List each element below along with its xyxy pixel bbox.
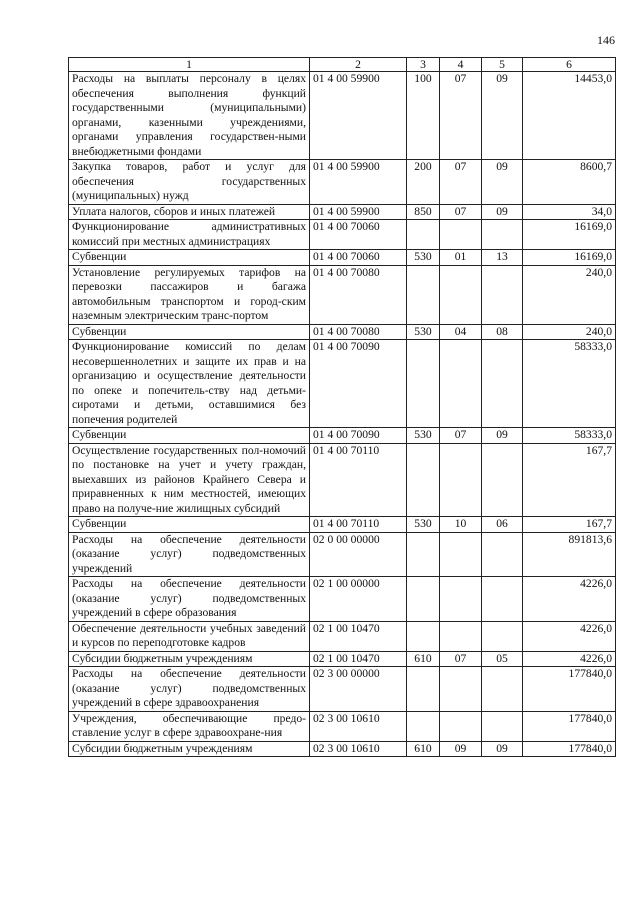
expense-type-cell	[407, 220, 440, 250]
expense-name-cell: Закупка товаров, работ и услуг для обеспечения государственных (муниципальных) нужд	[69, 160, 310, 205]
amount-cell: 240,0	[523, 324, 616, 340]
expense-type-cell: 200	[407, 160, 440, 205]
expense-type-cell: 610	[407, 741, 440, 757]
table-header-row	[69, 58, 616, 72]
expense-type-cell	[407, 711, 440, 741]
subsection-cell	[482, 443, 523, 517]
subsection-cell: 05	[482, 651, 523, 667]
section-cell: 07	[440, 160, 482, 205]
subsection-cell	[482, 577, 523, 622]
amount-cell: 891813,6	[523, 532, 616, 577]
expense-name-cell: Учреждения, обеспечивающие предо-ставление услуг в сфере здравоохране-ния	[69, 711, 310, 741]
amount-cell: 58333,0	[523, 340, 616, 428]
target-code-cell: 01 4 00 70090	[310, 428, 407, 444]
expense-name-cell: Субвенции	[69, 324, 310, 340]
target-code-cell: 01 4 00 70110	[310, 517, 407, 533]
header-cell: 3	[407, 58, 440, 72]
subsection-cell: 09	[482, 160, 523, 205]
expense-name-cell: Субсидии бюджетным учреждениям	[69, 651, 310, 667]
target-code-cell: 02 1 00 10470	[310, 651, 407, 667]
expense-type-cell	[407, 532, 440, 577]
expense-type-cell: 850	[407, 204, 440, 220]
table-row	[69, 324, 616, 340]
target-code-cell: 02 1 00 00000	[310, 577, 407, 622]
section-cell	[440, 577, 482, 622]
section-cell	[440, 711, 482, 741]
amount-cell: 14453,0	[523, 72, 616, 160]
section-cell: 01	[440, 250, 482, 266]
target-code-cell: 01 4 00 70080	[310, 265, 407, 324]
section-cell	[440, 621, 482, 651]
table-row	[69, 250, 616, 266]
table-row	[69, 265, 616, 324]
section-cell: 09	[440, 741, 482, 757]
subsection-cell	[482, 340, 523, 428]
subsection-cell: 09	[482, 72, 523, 160]
expense-name-cell: Субвенции	[69, 428, 310, 444]
expense-type-cell	[407, 667, 440, 712]
table-row	[69, 741, 616, 757]
expense-name-cell: Расходы на обеспечение деятельности (оказание услуг) подведомственных учреждений в сфере образования	[69, 577, 310, 622]
expense-name-cell: Расходы на обеспечение деятельности (оказание услуг) подведомственных учреждений в сфере здравоохранения	[69, 667, 310, 712]
section-cell: 07	[440, 428, 482, 444]
expense-type-cell: 100	[407, 72, 440, 160]
amount-cell: 16169,0	[523, 220, 616, 250]
expense-name-cell: Осуществление государственных пол-номочий по постановке на учет и учету граждан, выехавших из районов Крайнего Севера и приравненных к ним местностей, имеющих право на получе-ние жилищных субсидий	[69, 443, 310, 517]
section-cell: 04	[440, 324, 482, 340]
expense-type-cell: 530	[407, 428, 440, 444]
section-cell: 07	[440, 72, 482, 160]
expense-type-cell	[407, 340, 440, 428]
table-row	[69, 204, 616, 220]
amount-cell: 8600,7	[523, 160, 616, 205]
section-cell	[440, 532, 482, 577]
target-code-cell: 01 4 00 59900	[310, 72, 407, 160]
section-cell	[440, 443, 482, 517]
section-cell	[440, 340, 482, 428]
table-body	[69, 72, 616, 757]
subsection-cell: 08	[482, 324, 523, 340]
target-code-cell: 01 4 00 70060	[310, 250, 407, 266]
expense-type-cell: 610	[407, 651, 440, 667]
amount-cell: 16169,0	[523, 250, 616, 266]
expense-name-cell: Уплата налогов, сборов и иных платежей	[69, 204, 310, 220]
section-cell	[440, 667, 482, 712]
target-code-cell: 01 4 00 59900	[310, 204, 407, 220]
subsection-cell	[482, 621, 523, 651]
subsection-cell: 09	[482, 741, 523, 757]
target-code-cell: 01 4 00 70090	[310, 340, 407, 428]
header-cell: 4	[440, 58, 482, 72]
expense-name-cell: Установление регулируемых тарифов на перевозки пассажиров и багажа автомобильным транспортом и город-ским наземным электрическим транс-портом	[69, 265, 310, 324]
header-cell: 2	[310, 58, 407, 72]
subsection-cell: 06	[482, 517, 523, 533]
amount-cell: 177840,0	[523, 741, 616, 757]
target-code-cell: 01 4 00 70060	[310, 220, 407, 250]
table-row	[69, 220, 616, 250]
header-cell: 5	[482, 58, 523, 72]
amount-cell: 4226,0	[523, 577, 616, 622]
target-code-cell: 01 4 00 70080	[310, 324, 407, 340]
expense-type-cell	[407, 577, 440, 622]
header-cell: 1	[69, 58, 310, 72]
table-row	[69, 443, 616, 517]
expense-name-cell: Субвенции	[69, 517, 310, 533]
amount-cell: 240,0	[523, 265, 616, 324]
amount-cell: 167,7	[523, 443, 616, 517]
expense-type-cell	[407, 265, 440, 324]
target-code-cell: 01 4 00 59900	[310, 160, 407, 205]
amount-cell: 58333,0	[523, 428, 616, 444]
table-row	[69, 340, 616, 428]
section-cell	[440, 220, 482, 250]
target-code-cell: 01 4 00 70110	[310, 443, 407, 517]
table-row	[69, 517, 616, 533]
amount-cell: 4226,0	[523, 621, 616, 651]
target-code-cell: 02 3 00 10610	[310, 711, 407, 741]
section-cell: 07	[440, 204, 482, 220]
target-code-cell: 02 3 00 00000	[310, 667, 407, 712]
table-row	[69, 621, 616, 651]
table-row	[69, 160, 616, 205]
subsection-cell: 13	[482, 250, 523, 266]
table-row	[69, 72, 616, 160]
expense-name-cell: Обеспечение деятельности учебных заведений и курсов по переподготовке кадров	[69, 621, 310, 651]
subsection-cell	[482, 667, 523, 712]
page-number: 146	[597, 33, 615, 47]
expense-name-cell: Расходы на обеспечение деятельности (оказание услуг) подведомственных учреждений	[69, 532, 310, 577]
subsection-cell	[482, 265, 523, 324]
table-row	[69, 711, 616, 741]
target-code-cell: 02 3 00 10610	[310, 741, 407, 757]
subsection-cell	[482, 532, 523, 577]
section-cell: 07	[440, 651, 482, 667]
table-row	[69, 651, 616, 667]
table-row	[69, 577, 616, 622]
header-cell: 6	[523, 58, 616, 72]
target-code-cell: 02 0 00 00000	[310, 532, 407, 577]
amount-cell: 4226,0	[523, 651, 616, 667]
subsection-cell	[482, 711, 523, 741]
amount-cell: 177840,0	[523, 711, 616, 741]
expense-type-cell: 530	[407, 324, 440, 340]
expense-name-cell: Функционирование комиссий по делам несовершеннолетних и защите их прав и на организацию и осуществление деятельности по опеке и попечитель-ству над детьми-сиротами и детьми, оставшимися без попечения родителей	[69, 340, 310, 428]
section-cell	[440, 265, 482, 324]
expense-type-cell: 530	[407, 517, 440, 533]
subsection-cell: 09	[482, 428, 523, 444]
amount-cell: 167,7	[523, 517, 616, 533]
table-row	[69, 667, 616, 712]
expense-name-cell: Функционирование административных комиссий при местных администрациях	[69, 220, 310, 250]
target-code-cell: 02 1 00 10470	[310, 621, 407, 651]
subsection-cell: 09	[482, 204, 523, 220]
amount-cell: 177840,0	[523, 667, 616, 712]
section-cell: 10	[440, 517, 482, 533]
subsection-cell	[482, 220, 523, 250]
expense-name-cell: Субсидии бюджетным учреждениям	[69, 741, 310, 757]
expense-type-cell: 530	[407, 250, 440, 266]
table-row	[69, 428, 616, 444]
budget-table	[68, 57, 616, 757]
amount-cell: 34,0	[523, 204, 616, 220]
expense-name-cell: Субвенции	[69, 250, 310, 266]
expense-name-cell: Расходы на выплаты персоналу в целях обеспечения выполнения функций государственными (муниципальными) органами, казенными учреждениями, органами управления государствен-ными внебюджетными фондами	[69, 72, 310, 160]
table-row	[69, 532, 616, 577]
expense-type-cell	[407, 443, 440, 517]
expense-type-cell	[407, 621, 440, 651]
